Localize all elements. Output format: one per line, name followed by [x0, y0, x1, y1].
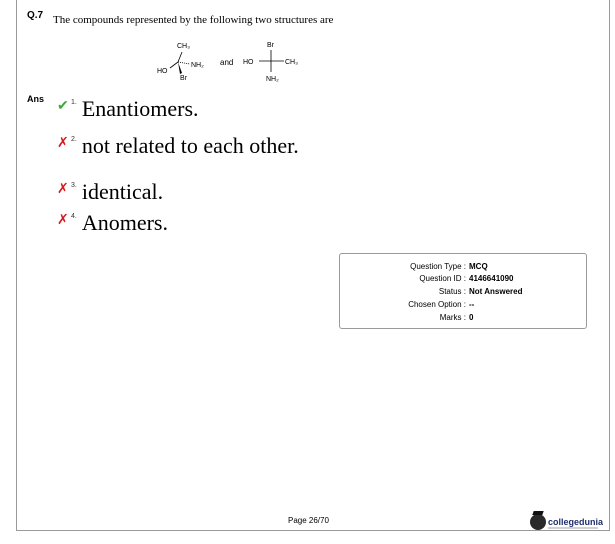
- option-1: [57, 98, 199, 120]
- question-info-box: [339, 253, 587, 329]
- check-icon: ✔: [57, 97, 69, 113]
- answer-label: Ans: [27, 94, 45, 104]
- cross-icon: ✗: [57, 211, 69, 227]
- option-text: identical.: [81, 179, 164, 204]
- left-top-label: CH₃: [177, 43, 190, 50]
- brand-tagline-bar: [548, 527, 598, 529]
- page-number: Page 26/70: [288, 516, 329, 525]
- option-2: [57, 135, 299, 157]
- info-type-label: Question Type :: [410, 262, 466, 271]
- option-number: 4.: [71, 213, 77, 220]
- option-number: 1.: [71, 99, 77, 106]
- option-number: 3.: [71, 182, 77, 189]
- brand-name: collegedunia: [548, 517, 604, 527]
- info-id-value: 4146641090: [469, 274, 514, 283]
- info-chosen-label: Chosen Option :: [408, 300, 466, 309]
- option-text: not related to each other.: [81, 133, 299, 158]
- option-text: Anomers.: [81, 210, 168, 235]
- right-bottom-label: NH₂: [266, 76, 279, 83]
- question-text: The compounds represented by the following two structures are: [53, 14, 334, 26]
- option-text: Enantiomers.: [81, 96, 199, 121]
- option-number: 2.: [71, 136, 77, 143]
- structure-right: [243, 42, 298, 83]
- left-right-label: NH₂: [191, 62, 204, 69]
- structure-joiner: and: [220, 58, 234, 67]
- right-top-label: Br: [267, 42, 274, 49]
- question-number: Q.7: [27, 10, 44, 21]
- option-3: [57, 181, 163, 203]
- info-status-label: Status :: [438, 287, 466, 296]
- right-left-label: HO: [243, 59, 254, 66]
- chemical-structures: [150, 36, 340, 88]
- option-4: [57, 212, 168, 234]
- info-id-label: Question ID :: [419, 274, 466, 283]
- cross-icon: ✗: [57, 180, 69, 196]
- graduate-icon: [530, 514, 546, 530]
- left-left-label: HO: [157, 68, 168, 75]
- info-type-value: MCQ: [469, 262, 488, 271]
- brand-logo: [530, 514, 603, 530]
- left-bottom-label: Br: [180, 75, 187, 82]
- structure-left: [157, 43, 204, 82]
- info-marks-label: Marks :: [439, 313, 466, 322]
- cross-icon: ✗: [57, 134, 69, 150]
- info-marks-value: 0: [469, 313, 474, 322]
- right-right-label: CH₃: [285, 59, 298, 66]
- info-chosen-value: --: [469, 300, 475, 309]
- info-status-value: Not Answered: [469, 287, 523, 296]
